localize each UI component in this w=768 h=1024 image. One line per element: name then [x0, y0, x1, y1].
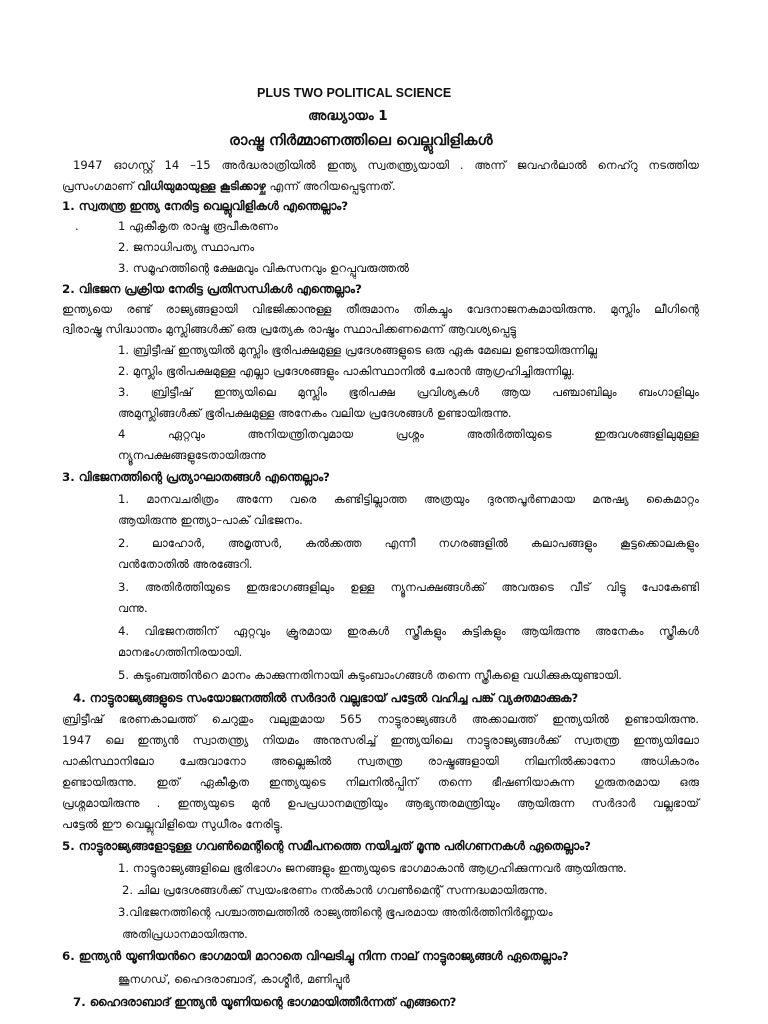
q4-para-line-1: ബ്രിട്ടീഷ് ഭരണകാലത്ത് ചെറുതും വലുതുമായ 565 നാട്ടുരാജ്യങ്ങൾ അക്കാലത്ത് ഇന്ത്യയിൽ ഉണ്ടായിരുന്നു. — [62, 712, 699, 726]
question-4: 4. നാട്ടുരാജ്യങ്ങളുടെ സംയോജനത്തിൽ സർദാർ വല്ലഭായ് പട്ടേൽ വഹിച്ച പങ്ക് വ്യക്തമാക്കുക? — [73, 691, 579, 705]
course-title: PLUS TWO POLITICAL SCIENCE — [257, 86, 452, 100]
question-7: 7. ഹൈദരാബാദ് ഇന്ത്യൻ യൂണിയന്റെ ഭാഗമായിത്തീർന്നത് എങ്ങനെ? — [73, 995, 457, 1009]
q5-item-1: 1. നാട്ടുരാജ്യങ്ങളിലെ ഭൂരിഭാഗം ജനങ്ങളും ഇന്ത്യയുടെ ഭാഗമാകാൻ ആഗ്രഹിക്കുന്നവർ ആയിരുന്നു. — [118, 861, 627, 875]
q3-item-2: 2. ലാഹോർ, അമൃത്സർ, കൽക്കത്ത എന്നീ നഗരങ്ങളിൽ കലാപങ്ങളും കൂട്ടക്കൊലകളും — [118, 536, 699, 550]
q4-para-line-3: പാകിസ്ഥാനിലോ ചേരുവാനോ അല്ലെങ്കിൽ സ്വതന്ത്ര രാഷ്ട്രങ്ങളായി നിലനിൽക്കാനോ അധികാരം — [62, 754, 699, 768]
q4-para-line-5: പ്രശ്നമായിരുന്നു . ഇന്ത്യയുടെ മുൻ ഉപപ്രധാനമന്ത്രിയും ആഭ്യന്തരമന്ത്രിയും ആയിരുന്ന സർദാർ വല്ലഭായ് — [62, 796, 699, 810]
intro-line-2-end: എന്ന് അറിയപ്പെടുന്നത്. — [265, 179, 396, 193]
question-1: 1. സ്വതന്ത്ര ഇന്ത്യ നേരിട്ട വെല്ലുവിളികൾ എന്തെല്ലാം? — [62, 199, 349, 213]
q5-item-2: 2. ചില പ്രദേശങ്ങൾക്ക് സ്വയംഭരണം നൽകാൻ ഗവൺമെന്റ് സന്നദ്ധമായിരുന്നു. — [122, 883, 548, 897]
q1-item-1: 1 ഏകീകൃത രാഷ്ട്ര രൂപീകരണം — [118, 219, 278, 233]
q4-para-line-2: 1947 ലെ ഇന്ത്യൻ സ്വാതന്ത്ര്യ നിയമം അനുസരിച്ച് ഇന്ത്യയിലെ നാട്ടുരാജ്യങ്ങൾക്ക് സ്വതന്ത്ര ഇന്ത്യയിലോ — [62, 733, 699, 747]
question-6: 6. ഇന്ത്യൻ യൂണിയൻറെ ഭാഗമായി മാറാതെ വിഘടിച്ചു നിന്ന നാല് നാട്ടുരാജ്യങ്ങൾ ഏതെല്ലാം? — [62, 949, 569, 963]
q4-para-line-4: ഉണ്ടായിരുന്നു. ഇത് ഏകീകൃത ഇന്ത്യയുടെ നിലനിൽപ്പിന് തന്നെ ഭീഷണിയാകുന്ന ഗുരുതരമായ ഒരു — [62, 775, 699, 789]
q2-item-1: 1. ബ്രിട്ടീഷ് ഇന്ത്യയിൽ മുസ്ലിം ഭൂരിപക്ഷമുള്ള പ്രദേശങ്ങളുടെ ഒരു ഏക മേഖല ഉണ്ടായിരുന്നില്ല — [118, 343, 598, 357]
q3-item-2-cont: വൻതോതിൽ അരങ്ങേറി. — [118, 557, 253, 571]
q5-item-3: 3.വിഭജനത്തിന്റെ പശ്ചാത്തലത്തിൽ രാജ്യത്തിന്റെ ഭൂപരമായ അതിർത്തിനിർണ്ണയം — [118, 905, 553, 919]
q2-para-line-1: ഇന്ത്യയെ രണ്ട് രാജ്യങ്ങളായി വിഭജിക്കാനുള്ള തീരുമാനം തികച്ചും വേദനാജനകമായിരുന്നു. മുസ്ലിം ലീഗിന്റെ — [62, 302, 699, 316]
q2-item-3-cont: അമുസ്ലിങ്ങൾക്ക് ഭൂരിപക്ഷമുള്ള അനേകം വലിയ പ്രദേശങ്ങൾ ഉണ്ടായിരുന്നു. — [118, 406, 512, 420]
q3-item-4-cont: മാനഭംഗത്തിനിരയായി. — [118, 645, 243, 659]
q1-item-2: 2. ജനാധിപത്യ സ്ഥാപനം — [118, 240, 255, 254]
q2-item-4: 4 ഏറ്റവും അനിയന്ത്രിതവുമായ പ്രശ്നം അതിർത്തിയുടെ ഇരുവശങ്ങളിലുമുള്ള — [118, 427, 699, 441]
q5-item-3-cont: അതിപ്രധാനമായിരുന്നു. — [122, 927, 248, 941]
intro-line-2 — [62, 181, 396, 193]
chapter-title: രാഷ്ട്ര നിർമ്മാണത്തിലെ വെല്ലുവിളികൾ — [229, 131, 493, 149]
q1-item-3: 3. സമൂഹത്തിന്റെ ക്ഷേമവും വികസനവും ഉറപ്പുവരുത്തൽ — [118, 261, 410, 275]
q2-item-2: 2. മുസ്ലിം ഭൂരിപക്ഷമുള്ള എല്ലാ പ്രദേശങ്ങളും പാകിസ്ഥാനിൽ ചേരാൻ ആഗ്രഹിച്ചിരുന്നില്ല. — [118, 364, 575, 378]
q3-item-1-cont: ആയിരുന്നു ഇന്ത്യാ–പാക് വിഭജനം. — [118, 513, 303, 527]
q2-item-3: 3. ബ്രിട്ടീഷ് ഇന്ത്യയിലെ മുസ്ലിം ഭൂരിപക്ഷ പ്രവിശ്യകൾ ആയ പഞ്ചാബിലും ബംഗാളിലും — [118, 385, 699, 399]
q3-item-3: 3. അതിർത്തിയുടെ ഇരുഭാഗങ്ങളിലും ഉള്ള ന്യൂനപക്ഷങ്ങൾക്ക് അവരുടെ വീട് വിട്ടു പോകേണ്ടി — [118, 580, 699, 594]
q4-para-line-6: പട്ടേൽ ഈ വെല്ലുവിളിയെ സുധീരം നേരിട്ടു. — [62, 817, 284, 831]
q3-item-5: 5. കുടുംബത്തിൻറെ മാനം കാക്കുന്നതിനായി കുടുംബാംഗങ്ങൾ തന്നെ സ്ത്രീകളെ വധിക്കുകയുണ്ടായി. — [118, 668, 622, 682]
question-2: 2. വിഭജന പ്രക്രിയ നേരിട്ട പ്രതിസന്ധികൾ എന്തെല്ലാം? — [62, 282, 362, 296]
q2-item-4-cont: ന്യൂനപക്ഷങ്ങളുടേതായിരുന്നു — [118, 448, 266, 462]
q2-para-line-2: ദ്വിരാഷ്ട്ര സിദ്ധാന്തം മുസ്ലിങ്ങൾക്ക് ഒരു പ്രത്യേക രാഷ്ട്രം സ്ഥാപിക്കണമെന്ന് ആവശ്യപ്പെട്ടു — [62, 322, 517, 336]
chapter-number: അദ്ധ്യായം 1 — [308, 108, 388, 124]
q3-item-1: 1. മാനവചരിത്രം അന്നേ വരെ കണ്ടിട്ടില്ലാത്ത അത്രയും ദുരന്തപൂർണമായ മനുഷ്യ കൈമാറ്റം — [118, 492, 699, 506]
intro-line-2-start: പ്രസംഗമാണ് — [62, 179, 138, 193]
q6-answer: ജൂനഗഡ്, ഹൈദരാബാദ്, കാശ്മീർ, മണിപ്പൂർ — [118, 972, 350, 986]
question-5: 5. നാട്ടുരാജ്യങ്ങളോടുള്ള ഗവൺമെന്റിന്റെ സമീപനത്തെ നയിച്ചത് മൂന്നു പരിഗണനകൾ ഏതെല്ലാം? — [62, 839, 591, 853]
q3-item-4: 4. വിഭജനത്തിന് ഏറ്റവും ക്രൂരമായ ഇരകൾ സ്ത്രീകളും കുട്ടികളും ആയിരുന്നു അനേകം സ്ത്രീകൾ — [118, 624, 699, 638]
intro-line-1: 1947 ഓഗസ്റ്റ് 14 –15 അർദ്ധരാത്രിയിൽ ഇന്ത്യ സ്വതന്ത്ര്യയായി . അന്ന് ജവഹർലാൽ നെഹ്റു നടത്തിയ — [73, 158, 699, 172]
question-3: 3. വിഭജനത്തിന്റെ പ്രത്യാഘാതങ്ങൾ എന്തെല്ലാം? — [62, 470, 330, 484]
tryst-with-destiny: വിധിയുമായുള്ള കൂടിക്കാഴ്ച — [137, 179, 266, 193]
q3-item-3-cont: വന്നു. — [118, 601, 148, 615]
bullet-dot: . — [75, 219, 79, 233]
